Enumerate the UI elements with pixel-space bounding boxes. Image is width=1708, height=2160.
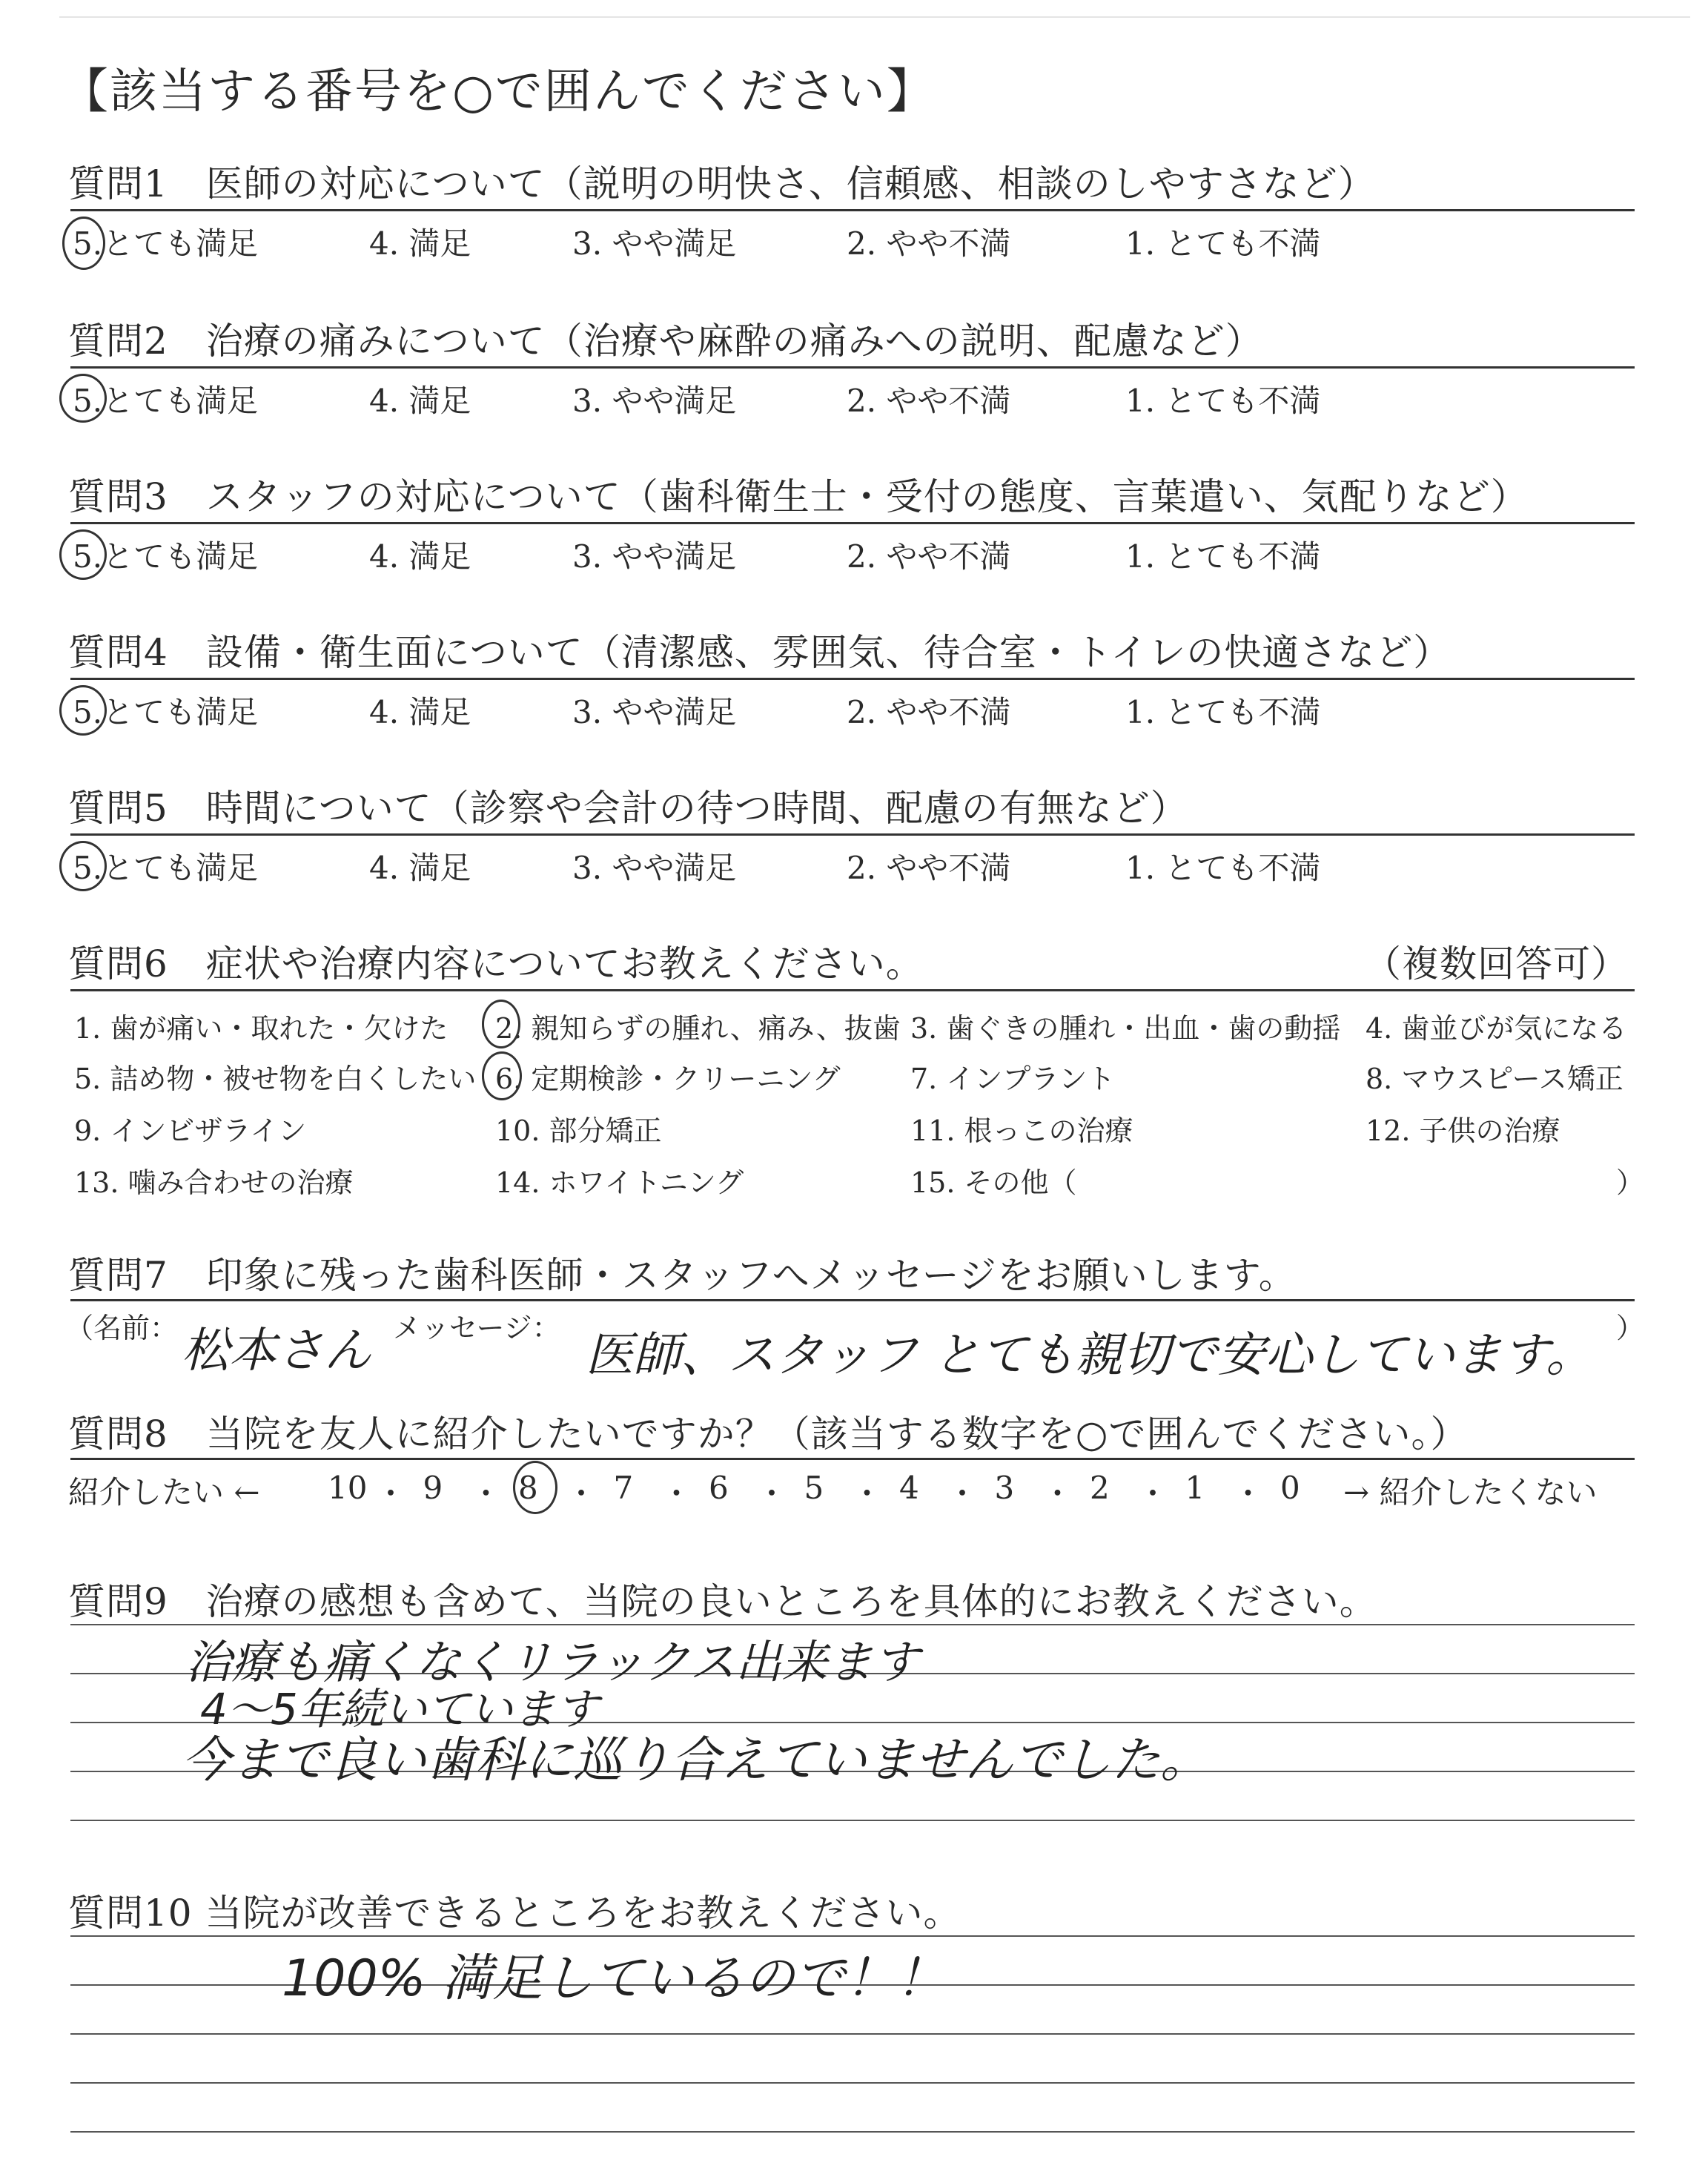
q2-selected-circle (59, 374, 107, 423)
q9-answer-line-1[interactable]: 治療も痛くなくリラックス出来ます (185, 1635, 920, 1689)
q6-option-15-close: ） (1616, 1166, 1645, 1199)
q1-option-1[interactable]: 1. とても不満 (1125, 225, 1321, 262)
q7-message-label: メッセージ： (393, 1312, 560, 1344)
q4-option-2[interactable]: 2. やや不満 (847, 694, 1011, 730)
q6-option-11[interactable]: 11. 根っこの治療 (910, 1114, 1133, 1147)
q3-option-4[interactable]: 4. 満足 (369, 538, 471, 575)
q1-rule (70, 209, 1635, 211)
q2-title: 質問2 治療の痛みについて（治療や麻酔の痛みへの説明、配慮など） (68, 320, 1263, 363)
q7-close-paren: ） (1616, 1312, 1645, 1344)
q9-answer-line-3[interactable]: 今まで良い歯科に巡り合えていませんでした。 (182, 1731, 1209, 1789)
q6-selected-circle-6 (482, 1051, 522, 1100)
q6-rule (70, 989, 1635, 991)
q8-scale-5[interactable]: 5 (804, 1470, 824, 1506)
q8-scale-10[interactable]: 10 (328, 1470, 368, 1506)
q9-line-5 (70, 1820, 1635, 1821)
q5-option-2[interactable]: 2. やや不満 (847, 850, 1011, 886)
q3-selected-circle (59, 529, 107, 580)
top-edge (59, 16, 1690, 18)
q8-scale-4[interactable]: 4 (899, 1470, 919, 1506)
q2-option-2[interactable]: 2. やや不満 (847, 383, 1011, 419)
q6-option-2[interactable]: 2. 親知らずの腫れ、痛み、抜歯 (495, 1012, 901, 1045)
q7-rule (70, 1299, 1635, 1301)
q2-option-5[interactable]: 5.とても満足 (73, 383, 259, 419)
q8-scale-1[interactable]: 1 (1185, 1470, 1205, 1506)
q6-option-15[interactable]: 15. その他（ (910, 1166, 1077, 1199)
q6-option-9[interactable]: 9. インビザライン (74, 1114, 307, 1147)
q9-answer-line-2[interactable]: 4〜5年続いています (200, 1684, 599, 1734)
q6-option-14[interactable]: 14. ホワイトニング (495, 1166, 744, 1199)
q9-title: 質問9 治療の感想も含めて、当院の良いところを具体的にお教えください。 (68, 1580, 1377, 1623)
q3-option-2[interactable]: 2. やや不満 (847, 538, 1011, 575)
q7-title: 質問7 印象に残った歯科医師・スタッフへメッセージをお願いします。 (68, 1254, 1297, 1297)
q10-title: 質問10 当院が改善できるところをお教えください。 (68, 1892, 961, 1935)
q8-rule (70, 1458, 1635, 1460)
q5-option-5[interactable]: 5.とても満足 (73, 850, 259, 886)
q6-option-4[interactable]: 4. 歯並びが気になる (1366, 1012, 1627, 1045)
q1-selected-circle (62, 217, 105, 270)
q1-title: 質問1 医師の対応について（説明の明快さ、信頼感、相談のしやすさなど） (68, 162, 1376, 205)
q6-option-8[interactable]: 8. マウスピース矯正 (1366, 1063, 1623, 1095)
q7-name-value[interactable]: 松本さん (182, 1324, 371, 1378)
q6-option-10[interactable]: 10. 部分矯正 (495, 1114, 662, 1147)
q4-selected-circle (59, 685, 107, 736)
q1-option-3[interactable]: 3. やや満足 (572, 225, 737, 262)
q10-line-4 (70, 2082, 1635, 2084)
q8-scale-separator: ・ (1137, 1476, 1169, 1512)
q3-rule (70, 522, 1635, 524)
q1-option-2[interactable]: 2. やや不満 (847, 225, 1011, 262)
q10-line-1 (70, 1935, 1635, 1937)
q5-selected-circle (59, 841, 107, 891)
q6-option-6[interactable]: 6. 定期検診・クリーニング (495, 1063, 841, 1095)
q4-option-5[interactable]: 5.とても満足 (73, 694, 259, 730)
q6-option-13[interactable]: 13. 噛み合わせの治療 (74, 1166, 354, 1199)
q8-scale-3[interactable]: 3 (994, 1470, 1015, 1506)
q5-option-1[interactable]: 1. とても不満 (1125, 850, 1321, 886)
q3-option-1[interactable]: 1. とても不満 (1125, 538, 1321, 575)
q8-scale-separator: ・ (566, 1476, 598, 1512)
q8-scale-2[interactable]: 2 (1090, 1470, 1110, 1506)
q6-option-7[interactable]: 7. インプラント (910, 1063, 1116, 1095)
q8-left-label: 紹介したい ← (68, 1474, 260, 1510)
q8-title: 質問8 当院を友人に紹介したいですか？（該当する数字を○で囲んでください。） (68, 1413, 1469, 1456)
q6-option-12[interactable]: 12. 子供の治療 (1366, 1114, 1560, 1147)
q1-option-4[interactable]: 4. 満足 (369, 225, 471, 262)
q10-line-5 (70, 2131, 1635, 2133)
q6-option-3[interactable]: 3. 歯ぐきの腫れ・出血・歯の動揺 (910, 1012, 1341, 1045)
page-heading: 【該当する番号を○で囲んでください】 (61, 65, 936, 119)
q3-option-3[interactable]: 3. やや満足 (572, 538, 737, 575)
q8-scale-separator: ・ (1042, 1476, 1073, 1512)
q8-scale-8[interactable]: 8 (518, 1470, 538, 1506)
q8-scale-separator: ・ (1232, 1476, 1264, 1512)
q4-title: 質問4 設備・衛生面について（清潔感、雰囲気、待合室・トイレの快適さなど） (68, 631, 1452, 674)
q6-selected-circle-2 (482, 1000, 520, 1048)
q8-scale-9[interactable]: 9 (423, 1470, 443, 1506)
q2-rule (70, 366, 1635, 369)
q2-option-1[interactable]: 1. とても不満 (1125, 383, 1321, 419)
q8-scale-0[interactable]: 0 (1280, 1470, 1300, 1506)
q7-name-label: （名前： (65, 1312, 179, 1344)
q6-option-1[interactable]: 1. 歯が痛い・取れた・欠けた (74, 1012, 448, 1045)
q8-scale-separator: ・ (470, 1476, 502, 1512)
q8-scale-separator: ・ (851, 1476, 883, 1512)
q5-option-4[interactable]: 4. 満足 (369, 850, 471, 886)
q6-option-5[interactable]: 5. 詰め物・被せ物を白くしたい (74, 1063, 477, 1095)
q10-line-3 (70, 2033, 1635, 2035)
q6-title: 質問6 症状や治療内容についてお教えください。 (68, 942, 924, 985)
q4-option-3[interactable]: 3. やや満足 (572, 694, 737, 730)
q5-title: 質問5 時間について（診察や会計の待つ時間、配慮の有無など） (68, 787, 1188, 830)
q2-option-3[interactable]: 3. やや満足 (572, 383, 737, 419)
q3-option-5[interactable]: 5.とても満足 (73, 538, 259, 575)
q3-title: 質問3 スタッフの対応について（歯科衛生士・受付の態度、言葉遣い、気配りなど） (68, 475, 1529, 518)
q8-scale-separator: ・ (947, 1476, 979, 1512)
q8-scale-separator: ・ (375, 1476, 407, 1512)
q5-rule (70, 833, 1635, 836)
q5-option-3[interactable]: 3. やや満足 (572, 850, 737, 886)
q7-message-value[interactable]: 医師、スタッフ とても親切で安心しています。 (586, 1328, 1594, 1383)
q4-option-4[interactable]: 4. 満足 (369, 694, 471, 730)
q6-note: （複数回答可） (1364, 942, 1629, 985)
q8-scale-separator: ・ (756, 1476, 788, 1512)
q8-right-label: → 紹介したくない (1343, 1474, 1598, 1510)
q8-selected-circle (513, 1461, 557, 1514)
q10-answer-line-1[interactable]: 100% 満足しているので！！ (282, 1949, 947, 2008)
q8-scale-separator: ・ (661, 1476, 692, 1512)
q8-scale-6[interactable]: 6 (709, 1470, 729, 1506)
q2-option-4[interactable]: 4. 満足 (369, 383, 471, 419)
q1-option-5[interactable]: 5.とても満足 (73, 225, 259, 262)
q4-rule (70, 678, 1635, 680)
q8-scale-7[interactable]: 7 (613, 1470, 634, 1506)
q4-option-1[interactable]: 1. とても不満 (1125, 694, 1321, 730)
